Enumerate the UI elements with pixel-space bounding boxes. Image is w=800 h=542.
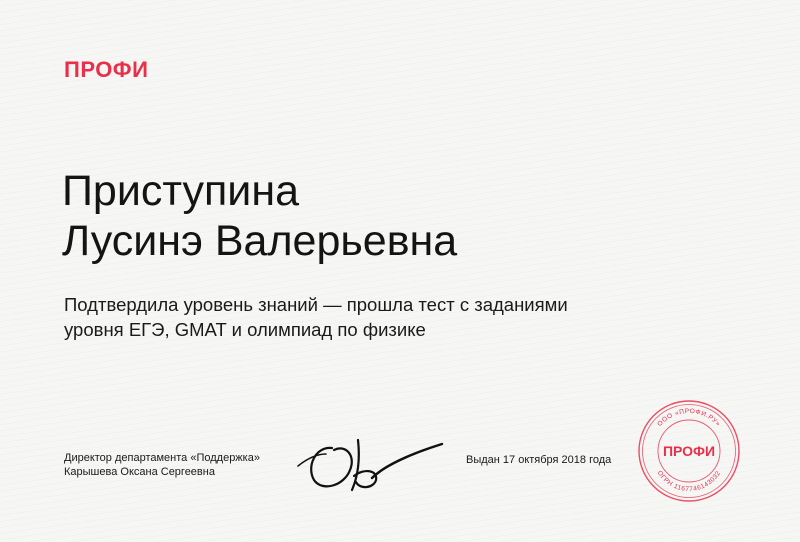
signer-block [64, 451, 260, 479]
signer-position: Директор департамента «Поддержка» [64, 452, 260, 464]
recipient-given-names: Лусинэ Валерьевна [62, 217, 458, 265]
handwritten-signature [288, 418, 448, 498]
seal-bottom-text: ОГРН 1167746143032 [655, 469, 723, 494]
recipient-surname: Приступина [62, 167, 299, 215]
seal-center-text: ПРОФИ [662, 443, 716, 459]
profi-logo: ПРОФИ [64, 57, 149, 82]
company-seal [636, 398, 742, 504]
recipient-name [62, 166, 457, 266]
svg-text:ОГРН 1167746143032 [656, 470, 723, 493]
description-line-2: уровня ЕГЭ, GMAT и олимпиад по физике [64, 319, 426, 340]
seal-top-text: ООО «ПРОФИ.РУ» [656, 407, 722, 428]
issue-date: Выдан 17 октября 2018 года [466, 454, 612, 466]
description-line-1: Подтвердила уровень знаний — прошла тест с заданиями [64, 294, 568, 315]
signer-name: Карышева Оксана Сергеевна [64, 466, 215, 478]
achievement-description [64, 292, 684, 342]
